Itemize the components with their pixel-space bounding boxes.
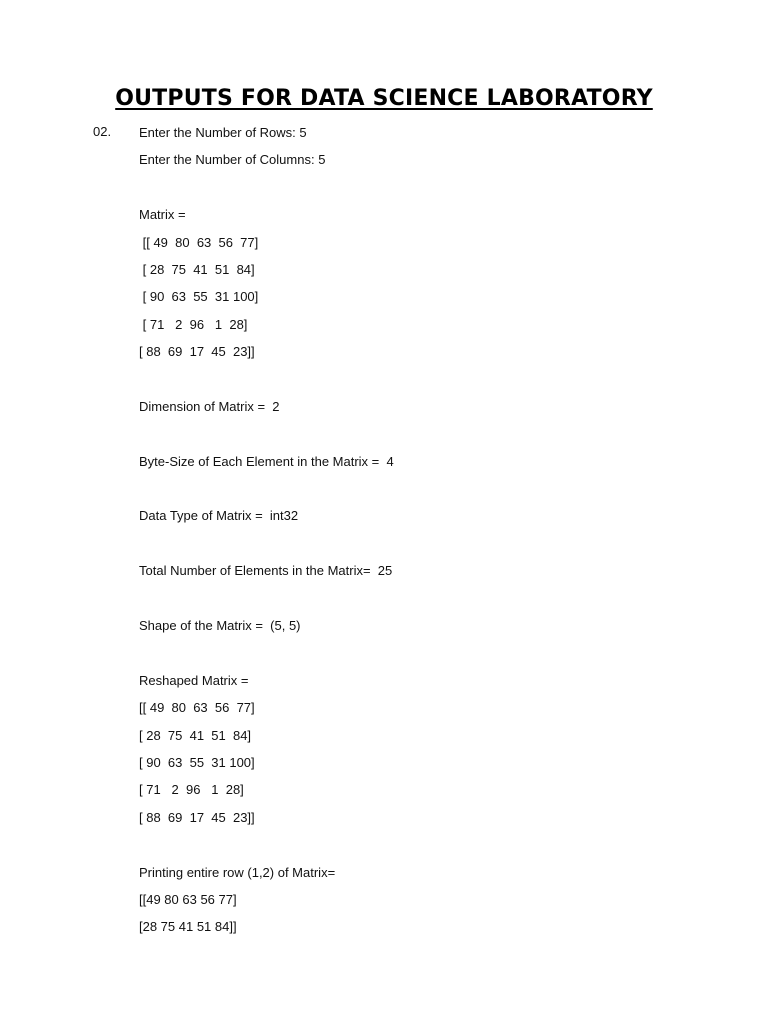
spacer xyxy=(139,371,699,398)
row-print-row: [[49 80 63 56 77] xyxy=(139,891,237,907)
matrix-row: [[ 49 80 63 56 77] xyxy=(139,234,259,250)
reshaped-row: [ 90 63 55 31 100] xyxy=(139,754,255,770)
row-print-row: [28 75 41 51 84]] xyxy=(139,919,237,935)
item-number: 02. xyxy=(93,124,112,139)
page-title: OUTPUTS FOR DATA SCIENCE LABORATORY xyxy=(115,86,653,111)
shape-line: Shape of the Matrix = (5, 5) xyxy=(139,618,301,634)
matrix-row: [ 71 2 96 1 28] xyxy=(139,316,248,332)
reshaped-label: Reshaped Matrix = xyxy=(139,672,249,688)
spacer xyxy=(139,590,699,617)
columns-prompt: Enter the Number of Columns: 5 xyxy=(139,152,326,168)
matrix-row: [ 28 75 41 51 84] xyxy=(139,261,255,277)
reshaped-row: [ 71 2 96 1 28] xyxy=(139,782,244,798)
spacer xyxy=(139,425,699,452)
rows-prompt: Enter the Number of Rows: 5 xyxy=(139,125,307,140)
matrix-label: Matrix = xyxy=(139,207,186,223)
row-print-label: Printing entire row (1,2) of Matrix= xyxy=(139,864,336,880)
reshaped-row: [[ 49 80 63 56 77] xyxy=(139,700,255,716)
matrix-row: [ 88 69 17 45 23]] xyxy=(139,344,255,360)
matrix-output xyxy=(139,234,699,371)
spacer xyxy=(139,836,699,863)
spacer xyxy=(139,644,699,671)
reshaped-row: [ 28 75 41 51 84] xyxy=(139,727,252,743)
matrix-row: [ 90 63 55 31 100] xyxy=(139,289,259,305)
spacer xyxy=(139,179,699,206)
output-block xyxy=(139,124,699,946)
spacer xyxy=(139,480,699,507)
bytesize-line: Byte-Size of Each Element in the Matrix = 4 xyxy=(139,453,394,469)
spacer xyxy=(139,535,699,562)
dimension-line: Dimension of Matrix = 2 xyxy=(139,398,280,414)
reshaped-row: [ 88 69 17 45 23]] xyxy=(139,809,255,825)
dtype-line: Data Type of Matrix = int32 xyxy=(139,508,299,524)
reshaped-matrix-output xyxy=(139,699,699,836)
total-elements-line: Total Number of Elements in the Matrix= 25 xyxy=(139,563,393,579)
